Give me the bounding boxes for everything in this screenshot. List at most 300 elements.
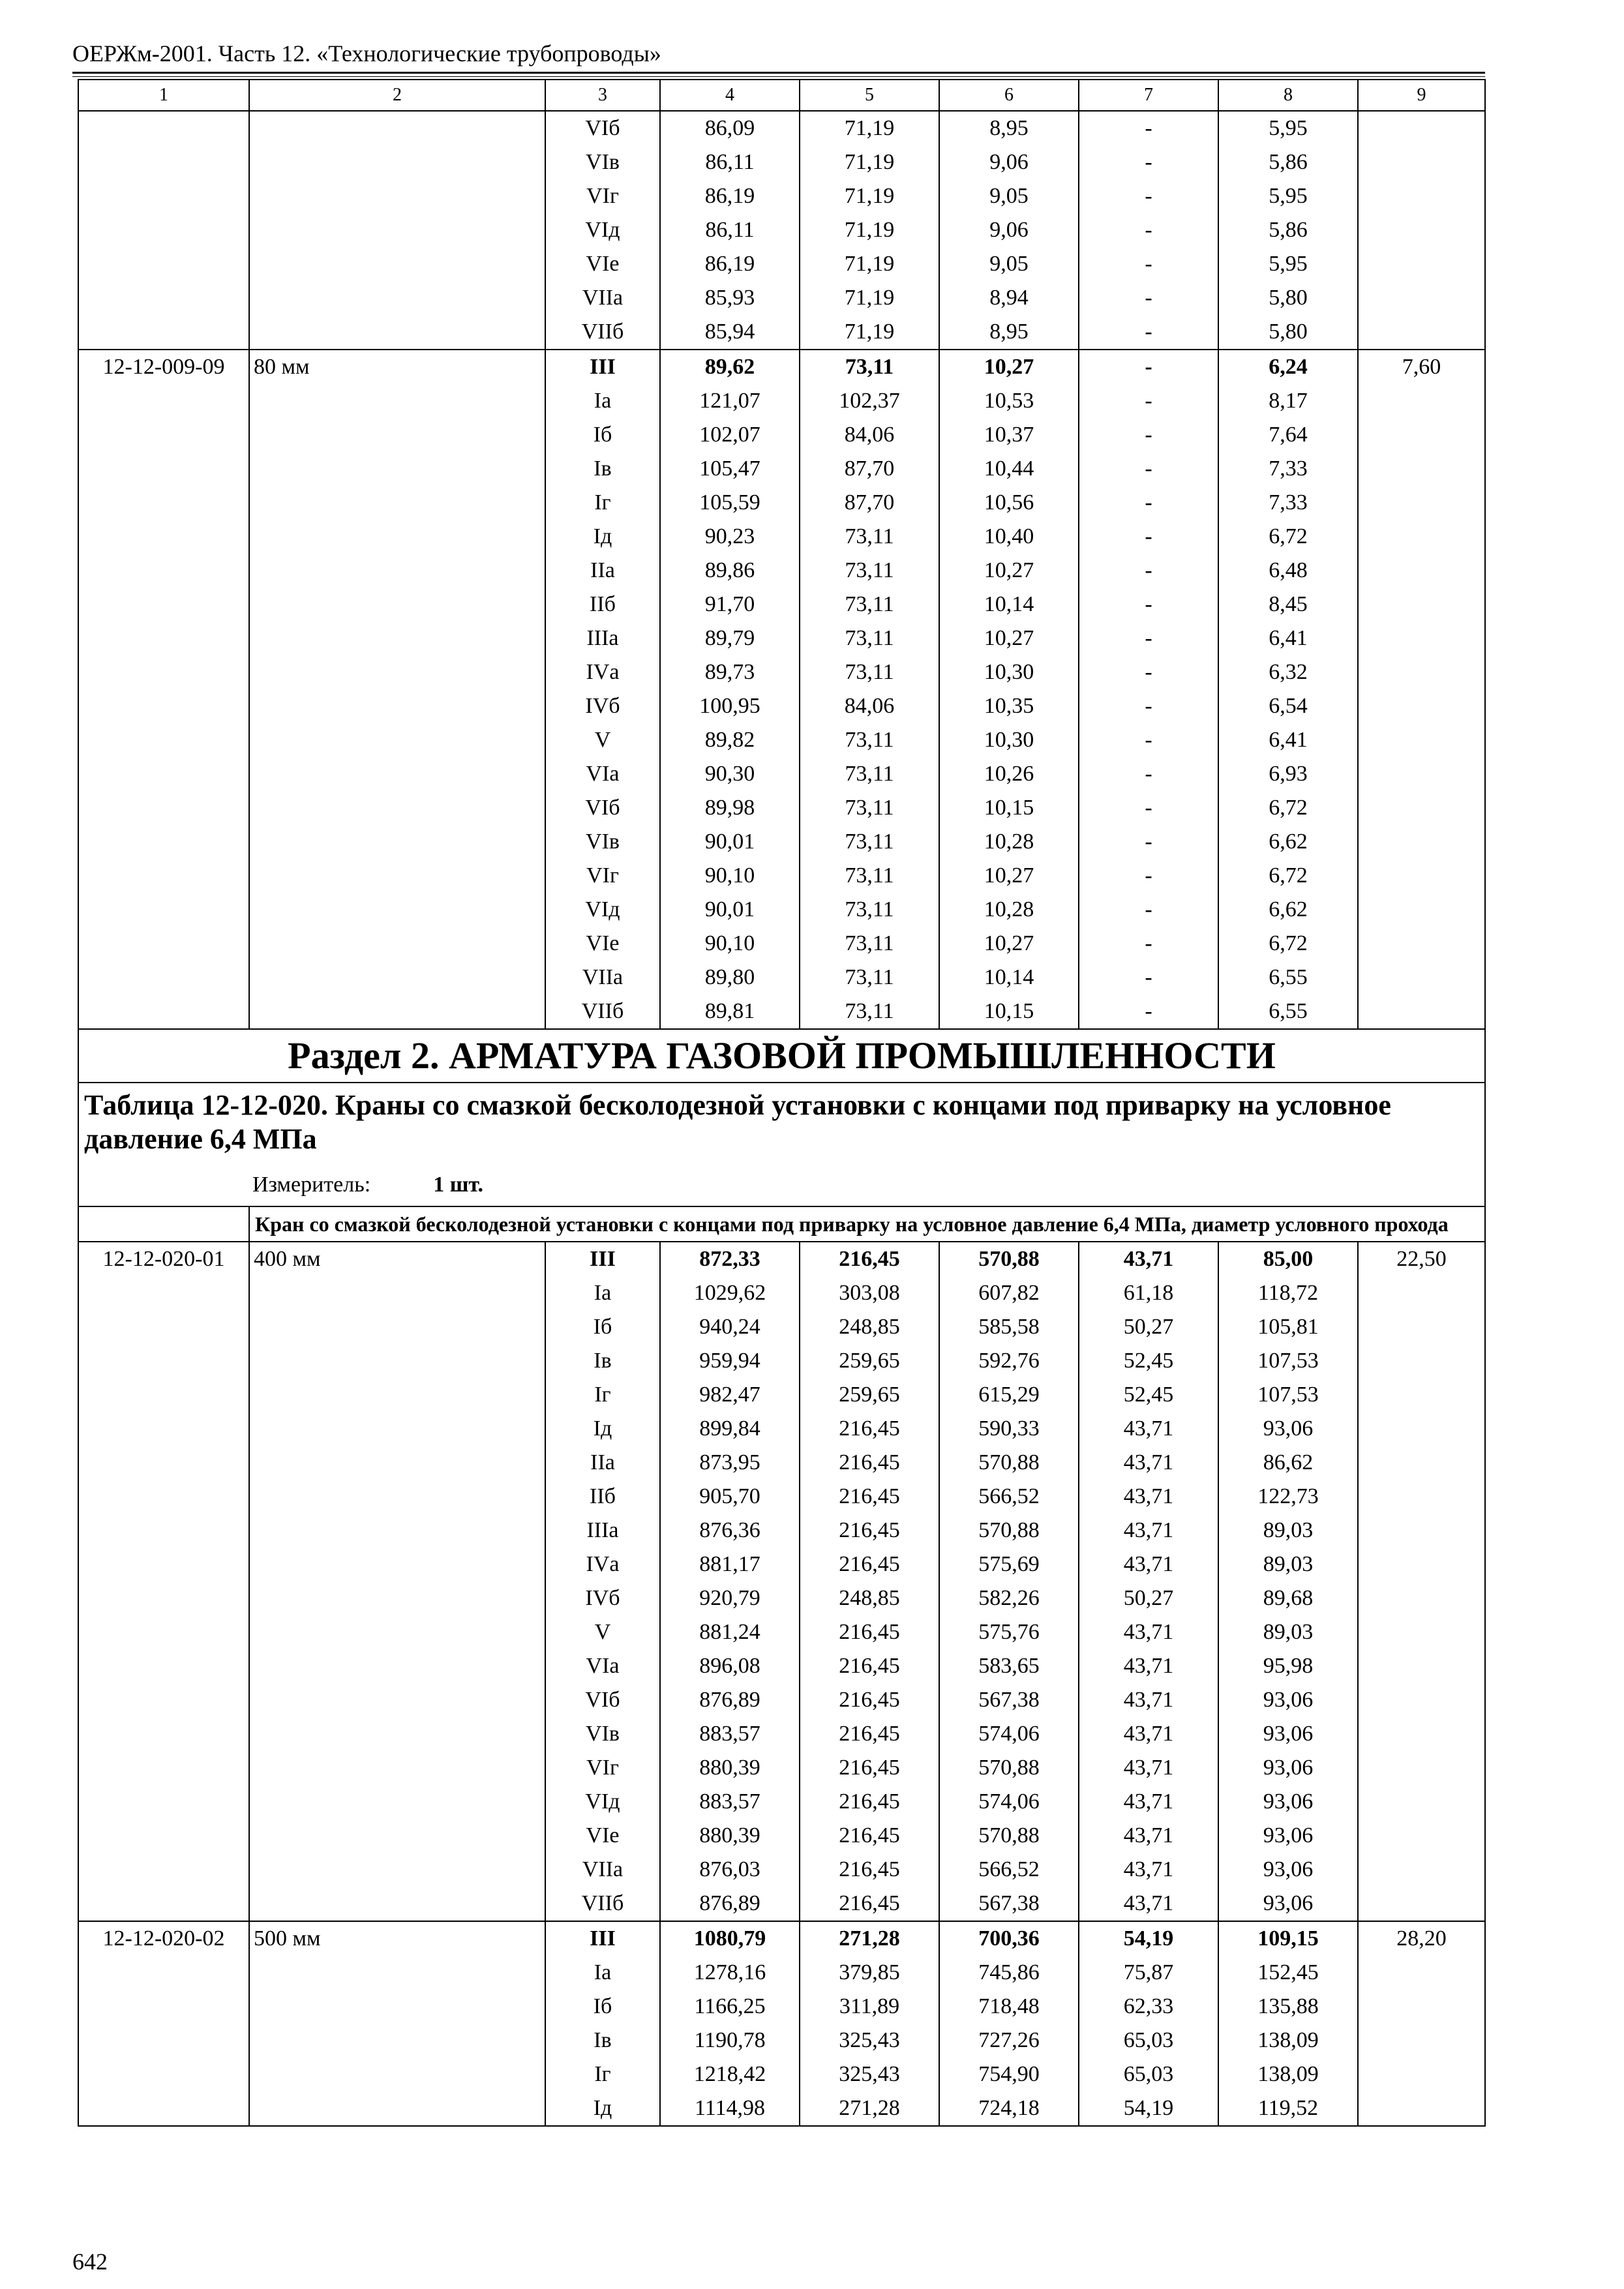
total-cost: 89,79 bbox=[660, 621, 800, 655]
machinist-wage: - bbox=[1079, 520, 1218, 554]
measure-cell bbox=[78, 1164, 1485, 1206]
machine-cost: 10,27 bbox=[939, 621, 1079, 655]
labor-cost: 73,11 bbox=[800, 723, 939, 757]
labor-cost: 379,85 bbox=[800, 1956, 939, 1990]
machine-cost: 9,05 bbox=[939, 247, 1079, 281]
machine-cost: 754,90 bbox=[939, 2057, 1079, 2091]
machinist-wage: 65,03 bbox=[1079, 2057, 1218, 2091]
total-cost: 876,89 bbox=[660, 1887, 800, 1921]
materials-cost: 135,88 bbox=[1218, 1990, 1358, 2024]
machinist-wage: 43,71 bbox=[1079, 1548, 1218, 1581]
total-cost: 896,08 bbox=[660, 1649, 800, 1683]
region-code: Iа bbox=[545, 1956, 660, 1990]
materials-cost: 93,06 bbox=[1218, 1412, 1358, 1446]
labor-cost: 216,45 bbox=[800, 1683, 939, 1717]
region-code: VIIб bbox=[545, 315, 660, 350]
machinist-wage: - bbox=[1079, 315, 1218, 350]
machine-cost: 10,40 bbox=[939, 520, 1079, 554]
rate-code bbox=[78, 111, 249, 350]
header-rule-thin bbox=[72, 76, 1485, 77]
region-code: Iв bbox=[545, 2024, 660, 2057]
region-code: Iб bbox=[545, 1310, 660, 1344]
region-code: Iд bbox=[545, 520, 660, 554]
total-cost: 105,47 bbox=[660, 452, 800, 486]
labor-cost: 71,19 bbox=[800, 247, 939, 281]
region-code: VIа bbox=[545, 1649, 660, 1683]
materials-cost: 122,73 bbox=[1218, 1480, 1358, 1514]
labor-cost: 271,28 bbox=[800, 1921, 939, 1956]
machinist-wage: 52,45 bbox=[1079, 1344, 1218, 1378]
machinist-wage: 54,19 bbox=[1079, 1921, 1218, 1956]
machinist-wage: - bbox=[1079, 452, 1218, 486]
labor-cost: 248,85 bbox=[800, 1581, 939, 1615]
materials-cost: 93,06 bbox=[1218, 1683, 1358, 1717]
total-cost: 1278,16 bbox=[660, 1956, 800, 1990]
materials-cost: 89,68 bbox=[1218, 1581, 1358, 1615]
table-body-bottom bbox=[78, 1242, 1485, 2126]
rate-name: 80 мм bbox=[249, 350, 545, 1029]
materials-cost: 6,62 bbox=[1218, 893, 1358, 927]
machinist-wage: 43,71 bbox=[1079, 1819, 1218, 1853]
labor-cost: 73,11 bbox=[800, 995, 939, 1029]
machinist-wage: 43,71 bbox=[1079, 1649, 1218, 1683]
labor-cost: 325,43 bbox=[800, 2057, 939, 2091]
region-code: Iг bbox=[545, 1378, 660, 1412]
machinist-wage: 43,71 bbox=[1079, 1751, 1218, 1785]
machinist-wage: 54,19 bbox=[1079, 2091, 1218, 2126]
machine-cost: 566,52 bbox=[939, 1480, 1079, 1514]
region-code: VIе bbox=[545, 927, 660, 961]
labor-cost: 73,11 bbox=[800, 927, 939, 961]
region-code: IVб bbox=[545, 1581, 660, 1615]
materials-cost: 5,95 bbox=[1218, 111, 1358, 145]
machinist-wage: 65,03 bbox=[1079, 2024, 1218, 2057]
region-code: VIд bbox=[545, 1785, 660, 1819]
labor-cost: 87,70 bbox=[800, 486, 939, 520]
machine-cost: 10,15 bbox=[939, 995, 1079, 1029]
labor-cost: 271,28 bbox=[800, 2091, 939, 2126]
section-row bbox=[78, 1029, 1485, 1083]
machine-cost: 8,94 bbox=[939, 281, 1079, 315]
materials-cost: 6,55 bbox=[1218, 995, 1358, 1029]
labor-cost: 325,43 bbox=[800, 2024, 939, 2057]
rate-mass: 28,20 bbox=[1358, 1921, 1485, 2126]
machine-cost: 10,27 bbox=[939, 554, 1079, 588]
machine-cost: 10,14 bbox=[939, 961, 1079, 995]
labor-cost: 73,11 bbox=[800, 825, 939, 859]
machine-cost: 583,65 bbox=[939, 1649, 1079, 1683]
total-cost: 881,17 bbox=[660, 1548, 800, 1581]
region-code: III bbox=[545, 1242, 660, 1276]
materials-cost: 107,53 bbox=[1218, 1378, 1358, 1412]
total-cost: 90,10 bbox=[660, 859, 800, 893]
total-cost: 1114,98 bbox=[660, 2091, 800, 2126]
labor-cost: 216,45 bbox=[800, 1819, 939, 1853]
total-cost: 89,82 bbox=[660, 723, 800, 757]
materials-cost: 6,54 bbox=[1218, 689, 1358, 723]
table-title: Таблица 12-12-020. Краны со смазкой бесколодезной установки с концами под приварку на условное давление 6,4 МПа bbox=[78, 1083, 1485, 1164]
total-cost: 91,70 bbox=[660, 588, 800, 621]
total-cost: 86,11 bbox=[660, 213, 800, 247]
machine-cost: 570,88 bbox=[939, 1819, 1079, 1853]
total-cost: 90,01 bbox=[660, 825, 800, 859]
machine-cost: 10,15 bbox=[939, 791, 1079, 825]
total-cost: 121,07 bbox=[660, 384, 800, 418]
machinist-wage: 43,71 bbox=[1079, 1853, 1218, 1887]
total-cost: 86,09 bbox=[660, 111, 800, 145]
table-body-top bbox=[78, 80, 1485, 1029]
materials-cost: 105,81 bbox=[1218, 1310, 1358, 1344]
total-cost: 90,23 bbox=[660, 520, 800, 554]
machine-cost: 575,69 bbox=[939, 1548, 1079, 1581]
total-cost: 90,01 bbox=[660, 893, 800, 927]
materials-cost: 93,06 bbox=[1218, 1785, 1358, 1819]
total-cost: 880,39 bbox=[660, 1751, 800, 1785]
rate-code: 12-12-020-01 bbox=[78, 1242, 249, 1921]
region-code: Iд bbox=[545, 1412, 660, 1446]
materials-cost: 5,95 bbox=[1218, 247, 1358, 281]
machine-cost: 8,95 bbox=[939, 315, 1079, 350]
region-code: VIб bbox=[545, 111, 660, 145]
rate-code: 12-12-020-02 bbox=[78, 1921, 249, 2126]
machine-cost: 10,30 bbox=[939, 655, 1079, 689]
labor-cost: 71,19 bbox=[800, 111, 939, 145]
machine-cost: 724,18 bbox=[939, 2091, 1079, 2126]
region-code: VIд bbox=[545, 893, 660, 927]
column-number: 7 bbox=[1079, 80, 1218, 111]
machinist-wage: - bbox=[1079, 384, 1218, 418]
labor-cost: 73,11 bbox=[800, 655, 939, 689]
machinist-wage: 43,71 bbox=[1079, 1514, 1218, 1548]
materials-cost: 6,32 bbox=[1218, 655, 1358, 689]
machine-cost: 10,28 bbox=[939, 893, 1079, 927]
labor-cost: 216,45 bbox=[800, 1887, 939, 1921]
total-cost: 90,10 bbox=[660, 927, 800, 961]
materials-cost: 5,86 bbox=[1218, 213, 1358, 247]
rate-mass: 22,50 bbox=[1358, 1242, 1485, 1921]
labor-cost: 73,11 bbox=[800, 350, 939, 384]
machinist-wage: - bbox=[1079, 723, 1218, 757]
total-cost: 89,62 bbox=[660, 350, 800, 384]
region-code: VIIа bbox=[545, 1853, 660, 1887]
machinist-wage: - bbox=[1079, 179, 1218, 213]
machine-cost: 10,56 bbox=[939, 486, 1079, 520]
region-code: IVб bbox=[545, 689, 660, 723]
machinist-wage: - bbox=[1079, 247, 1218, 281]
machinist-wage: 43,71 bbox=[1079, 1412, 1218, 1446]
region-code: Iб bbox=[545, 1990, 660, 2024]
region-code: Iд bbox=[545, 2091, 660, 2126]
column-number: 8 bbox=[1218, 80, 1358, 111]
labor-cost: 73,11 bbox=[800, 621, 939, 655]
materials-cost: 107,53 bbox=[1218, 1344, 1358, 1378]
machine-cost: 582,26 bbox=[939, 1581, 1079, 1615]
total-cost: 1166,25 bbox=[660, 1990, 800, 2024]
region-code: VIв bbox=[545, 1717, 660, 1751]
total-cost: 883,57 bbox=[660, 1717, 800, 1751]
rate-name: 500 мм bbox=[249, 1921, 545, 2126]
total-cost: 905,70 bbox=[660, 1480, 800, 1514]
machinist-wage: - bbox=[1079, 893, 1218, 927]
machinist-wage: - bbox=[1079, 757, 1218, 791]
total-cost: 89,80 bbox=[660, 961, 800, 995]
region-code: IIб bbox=[545, 588, 660, 621]
total-cost: 1080,79 bbox=[660, 1921, 800, 1956]
machine-cost: 10,44 bbox=[939, 452, 1079, 486]
machine-cost: 566,52 bbox=[939, 1853, 1079, 1887]
labor-cost: 102,37 bbox=[800, 384, 939, 418]
region-code: IIа bbox=[545, 1446, 660, 1480]
rate-code: 12-12-009-09 bbox=[78, 350, 249, 1029]
total-cost: 883,57 bbox=[660, 1785, 800, 1819]
labor-cost: 73,11 bbox=[800, 791, 939, 825]
region-code: III bbox=[545, 350, 660, 384]
labor-cost: 216,45 bbox=[800, 1717, 939, 1751]
materials-cost: 6,62 bbox=[1218, 825, 1358, 859]
table-row bbox=[78, 1242, 1485, 1276]
total-cost: 873,95 bbox=[660, 1446, 800, 1480]
region-code: V bbox=[545, 723, 660, 757]
machine-cost: 592,76 bbox=[939, 1344, 1079, 1378]
section-title: Раздел 2. АРМАТУРА ГАЗОВОЙ ПРОМЫШЛЕННОСТИ bbox=[78, 1029, 1485, 1083]
materials-cost: 6,41 bbox=[1218, 723, 1358, 757]
column-number: 6 bbox=[939, 80, 1079, 111]
machinist-wage: 52,45 bbox=[1079, 1378, 1218, 1412]
machinist-wage: 43,71 bbox=[1079, 1717, 1218, 1751]
materials-cost: 138,09 bbox=[1218, 2057, 1358, 2091]
column-number: 9 bbox=[1358, 80, 1485, 111]
materials-cost: 95,98 bbox=[1218, 1649, 1358, 1683]
region-code: V bbox=[545, 1615, 660, 1649]
region-code: VIв bbox=[545, 145, 660, 179]
column-number: 4 bbox=[660, 80, 800, 111]
machine-cost: 570,88 bbox=[939, 1514, 1079, 1548]
description: Кран со смазкой бесколодезной установки с концами под приварку на условное давление 6,4 МПа, диаметр условного прохода bbox=[249, 1206, 1485, 1242]
machinist-wage: - bbox=[1079, 961, 1218, 995]
total-cost: 85,94 bbox=[660, 315, 800, 350]
machinist-wage: 43,71 bbox=[1079, 1683, 1218, 1717]
machinist-wage: 43,71 bbox=[1079, 1446, 1218, 1480]
machinist-wage: - bbox=[1079, 927, 1218, 961]
total-cost: 86,19 bbox=[660, 247, 800, 281]
labor-cost: 311,89 bbox=[800, 1990, 939, 2024]
machine-cost: 10,27 bbox=[939, 927, 1079, 961]
materials-cost: 6,55 bbox=[1218, 961, 1358, 995]
total-cost: 872,33 bbox=[660, 1242, 800, 1276]
materials-cost: 6,72 bbox=[1218, 927, 1358, 961]
labor-cost: 73,11 bbox=[800, 554, 939, 588]
measure-value: 1 шт. bbox=[433, 1173, 484, 1197]
labor-cost: 73,11 bbox=[800, 859, 939, 893]
region-code: VIг bbox=[545, 859, 660, 893]
materials-cost: 89,03 bbox=[1218, 1615, 1358, 1649]
machinist-wage: 62,33 bbox=[1079, 1990, 1218, 2024]
measure-label: Измеритель: bbox=[252, 1173, 371, 1197]
total-cost: 1029,62 bbox=[660, 1276, 800, 1310]
machine-cost: 10,27 bbox=[939, 350, 1079, 384]
machinist-wage: 43,71 bbox=[1079, 1480, 1218, 1514]
rates-table bbox=[78, 79, 1486, 2127]
rate-mass: 7,60 bbox=[1358, 350, 1485, 1029]
labor-cost: 216,45 bbox=[800, 1751, 939, 1785]
description-row bbox=[78, 1206, 1485, 1242]
total-cost: 85,93 bbox=[660, 281, 800, 315]
total-cost: 880,39 bbox=[660, 1819, 800, 1853]
region-code: Iг bbox=[545, 486, 660, 520]
region-code: VIе bbox=[545, 1819, 660, 1853]
total-cost: 89,73 bbox=[660, 655, 800, 689]
materials-cost: 8,45 bbox=[1218, 588, 1358, 621]
table-row bbox=[78, 1921, 1485, 1956]
region-code: VIIа bbox=[545, 281, 660, 315]
machinist-wage: - bbox=[1079, 111, 1218, 145]
materials-cost: 6,93 bbox=[1218, 757, 1358, 791]
materials-cost: 119,52 bbox=[1218, 2091, 1358, 2126]
region-code: Iа bbox=[545, 1276, 660, 1310]
machine-cost: 585,58 bbox=[939, 1310, 1079, 1344]
machinist-wage: - bbox=[1079, 350, 1218, 384]
region-code: Iб bbox=[545, 418, 660, 452]
region-code: III bbox=[545, 1921, 660, 1956]
materials-cost: 5,86 bbox=[1218, 145, 1358, 179]
labor-cost: 216,45 bbox=[800, 1615, 939, 1649]
labor-cost: 71,19 bbox=[800, 179, 939, 213]
machine-cost: 718,48 bbox=[939, 1990, 1079, 2024]
materials-cost: 138,09 bbox=[1218, 2024, 1358, 2057]
labor-cost: 216,45 bbox=[800, 1242, 939, 1276]
rate-mass bbox=[1358, 111, 1485, 350]
column-number: 5 bbox=[800, 80, 939, 111]
machine-cost: 570,88 bbox=[939, 1242, 1079, 1276]
total-cost: 90,30 bbox=[660, 757, 800, 791]
region-code: IIIа bbox=[545, 1514, 660, 1548]
labor-cost: 303,08 bbox=[800, 1276, 939, 1310]
materials-cost: 7,33 bbox=[1218, 452, 1358, 486]
machinist-wage: - bbox=[1079, 281, 1218, 315]
labor-cost: 216,45 bbox=[800, 1649, 939, 1683]
materials-cost: 5,80 bbox=[1218, 315, 1358, 350]
total-cost: 86,11 bbox=[660, 145, 800, 179]
region-code: VIв bbox=[545, 825, 660, 859]
labor-cost: 248,85 bbox=[800, 1310, 939, 1344]
machine-cost: 567,38 bbox=[939, 1683, 1079, 1717]
region-code: IVа bbox=[545, 655, 660, 689]
total-cost: 899,84 bbox=[660, 1412, 800, 1446]
materials-cost: 6,41 bbox=[1218, 621, 1358, 655]
total-cost: 881,24 bbox=[660, 1615, 800, 1649]
region-code: VIд bbox=[545, 213, 660, 247]
table-row bbox=[78, 111, 1485, 145]
materials-cost: 5,80 bbox=[1218, 281, 1358, 315]
region-code: Iв bbox=[545, 452, 660, 486]
labor-cost: 259,65 bbox=[800, 1378, 939, 1412]
materials-cost: 93,06 bbox=[1218, 1819, 1358, 1853]
column-number: 3 bbox=[545, 80, 660, 111]
column-number: 2 bbox=[249, 80, 545, 111]
machinist-wage: 43,71 bbox=[1079, 1785, 1218, 1819]
machinist-wage: - bbox=[1079, 213, 1218, 247]
machine-cost: 8,95 bbox=[939, 111, 1079, 145]
machinist-wage: - bbox=[1079, 418, 1218, 452]
region-code: VIIб bbox=[545, 1887, 660, 1921]
machine-cost: 574,06 bbox=[939, 1785, 1079, 1819]
machine-cost: 9,06 bbox=[939, 145, 1079, 179]
rate-name bbox=[249, 111, 545, 350]
region-code: Iа bbox=[545, 384, 660, 418]
region-code: Iг bbox=[545, 2057, 660, 2091]
materials-cost: 6,72 bbox=[1218, 520, 1358, 554]
total-cost: 959,94 bbox=[660, 1344, 800, 1378]
total-cost: 86,19 bbox=[660, 179, 800, 213]
machinist-wage: - bbox=[1079, 655, 1218, 689]
total-cost: 876,36 bbox=[660, 1514, 800, 1548]
region-code: VIа bbox=[545, 757, 660, 791]
machine-cost: 10,37 bbox=[939, 418, 1079, 452]
page-header: ОЕРЖм-2001. Часть 12. «Технологические трубопроводы» bbox=[72, 40, 661, 67]
labor-cost: 216,45 bbox=[800, 1480, 939, 1514]
labor-cost: 73,11 bbox=[800, 588, 939, 621]
labor-cost: 84,06 bbox=[800, 689, 939, 723]
machinist-wage: - bbox=[1079, 689, 1218, 723]
materials-cost: 86,62 bbox=[1218, 1446, 1358, 1480]
machinist-wage: 61,18 bbox=[1079, 1276, 1218, 1310]
materials-cost: 93,06 bbox=[1218, 1853, 1358, 1887]
machine-cost: 574,06 bbox=[939, 1717, 1079, 1751]
machine-cost: 700,36 bbox=[939, 1921, 1079, 1956]
machine-cost: 727,26 bbox=[939, 2024, 1079, 2057]
machinist-wage: 43,71 bbox=[1079, 1887, 1218, 1921]
materials-cost: 7,33 bbox=[1218, 486, 1358, 520]
region-code: Iв bbox=[545, 1344, 660, 1378]
header-rule bbox=[72, 72, 1485, 74]
materials-cost: 152,45 bbox=[1218, 1956, 1358, 1990]
machinist-wage: - bbox=[1079, 995, 1218, 1029]
materials-cost: 89,03 bbox=[1218, 1548, 1358, 1581]
machine-cost: 590,33 bbox=[939, 1412, 1079, 1446]
materials-cost: 5,95 bbox=[1218, 179, 1358, 213]
total-cost: 876,03 bbox=[660, 1853, 800, 1887]
total-cost: 89,86 bbox=[660, 554, 800, 588]
region-code: IIа bbox=[545, 554, 660, 588]
table-title-row bbox=[78, 1083, 1485, 1164]
region-code: VIб bbox=[545, 791, 660, 825]
labor-cost: 259,65 bbox=[800, 1344, 939, 1378]
machinist-wage: 50,27 bbox=[1079, 1581, 1218, 1615]
machine-cost: 10,53 bbox=[939, 384, 1079, 418]
machinist-wage: - bbox=[1079, 859, 1218, 893]
machine-cost: 10,28 bbox=[939, 825, 1079, 859]
labor-cost: 73,11 bbox=[800, 757, 939, 791]
machine-cost: 10,26 bbox=[939, 757, 1079, 791]
machinist-wage: 43,71 bbox=[1079, 1242, 1218, 1276]
machine-cost: 10,30 bbox=[939, 723, 1079, 757]
description-spacer bbox=[78, 1206, 249, 1242]
total-cost: 876,89 bbox=[660, 1683, 800, 1717]
machine-cost: 10,27 bbox=[939, 859, 1079, 893]
machinist-wage: 50,27 bbox=[1079, 1310, 1218, 1344]
materials-cost: 6,72 bbox=[1218, 859, 1358, 893]
region-code: VIг bbox=[545, 1751, 660, 1785]
labor-cost: 71,19 bbox=[800, 315, 939, 350]
materials-cost: 6,48 bbox=[1218, 554, 1358, 588]
column-number: 1 bbox=[78, 80, 249, 111]
materials-cost: 7,64 bbox=[1218, 418, 1358, 452]
labor-cost: 216,45 bbox=[800, 1514, 939, 1548]
machinist-wage: - bbox=[1079, 825, 1218, 859]
section-block bbox=[78, 1029, 1485, 1242]
materials-cost: 6,24 bbox=[1218, 350, 1358, 384]
total-cost: 89,81 bbox=[660, 995, 800, 1029]
